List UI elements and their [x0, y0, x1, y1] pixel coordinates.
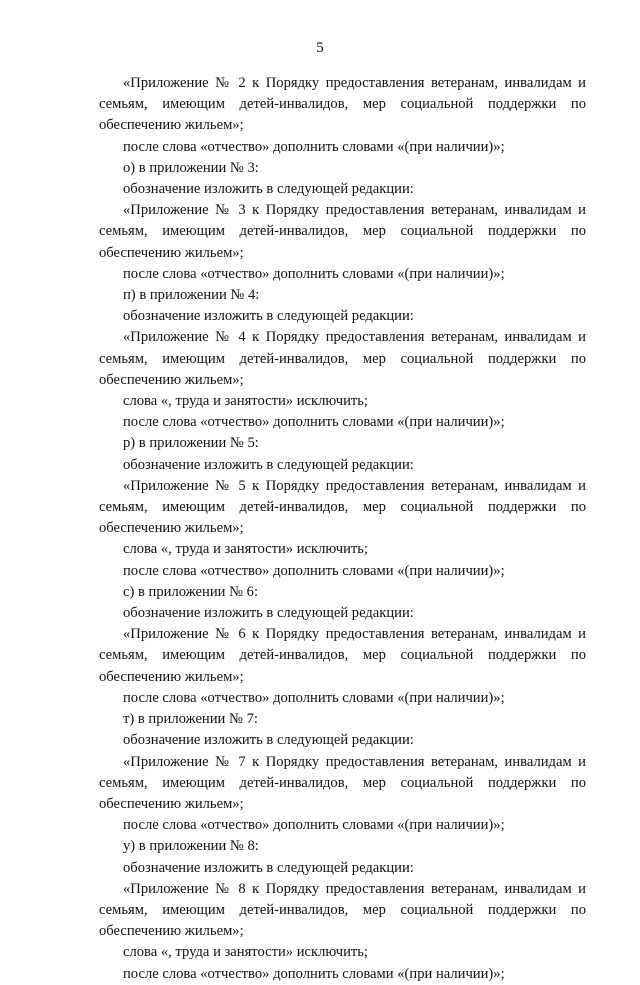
paragraph-patronymic-amendment: после слова «отчество» дополнить словами «(при наличии)»;	[123, 138, 505, 155]
paragraph-appendix-4-title: «Приложение № 4 к Порядку предоставления ветеранам, инвалидам и семьям, имеющим детей-инвалидов, мер социальной поддержки по обеспечению жильем»;	[99, 329, 586, 388]
paragraph-designation-instruction: обозначение изложить в следующей редакции:	[123, 859, 414, 876]
paragraph-appendix-5-title: «Приложение № 5 к Порядку предоставления ветеранам, инвалидам и семьям, имеющим детей-инвалидов, мер социальной поддержки по обеспечению жильем»;	[99, 477, 586, 537]
paragraph-words-exclusion: слова «, труда и занятости» исключить;	[123, 944, 368, 961]
paragraph-patronymic-amendment: после слова «отчество» дополнить словами «(при наличии)»;	[123, 414, 505, 431]
paragraph-item-s: с) в приложении № 6:	[123, 583, 259, 600]
paragraph-patronymic-amendment: после слова «отчество» дополнить словами «(при наличии)»;	[123, 562, 505, 579]
paragraph-item-o: о) в приложении № 3:	[123, 159, 259, 176]
paragraph-patronymic-amendment: после слова «отчество» дополнить словами «(при наличии)»;	[123, 817, 505, 834]
paragraph-appendix-2-title: «Приложение № 2 к Порядку предоставления ветеранам, инвалидам и семьям, имеющим детей-инвалидов, мер социальной поддержки по обеспечению жильем»;	[99, 75, 586, 134]
paragraph-appendix-3-title: «Приложение № 3 к Порядку предоставления ветеранам, инвалидам и семьям, имеющим детей-инвалидов, мер социальной поддержки по обеспечению жильем»;	[99, 202, 586, 261]
paragraph-patronymic-amendment: после слова «отчество» дополнить словами «(при наличии)»;	[123, 965, 505, 982]
paragraph-designation-instruction: обозначение изложить в следующей редакции:	[123, 181, 414, 198]
paragraph-item-p: п) в приложении № 4:	[123, 287, 260, 304]
document-body	[99, 73, 586, 985]
page-number: 5	[316, 40, 324, 56]
paragraph-appendix-7-title: «Приложение № 7 к Порядку предоставления ветеранам, инвалидам и семьям, имеющим детей-инвалидов, мер социальной поддержки по обеспечению жильем»;	[99, 753, 586, 812]
paragraph-patronymic-amendment: после слова «отчество» дополнить словами «(при наличии)»;	[123, 689, 505, 706]
paragraph-item-r: р) в приложении № 5:	[123, 435, 259, 452]
paragraph-appendix-6-title: «Приложение № 6 к Порядку предоставления ветеранам, инвалидам и семьям, имеющим детей-инвалидов, мер социальной поддержки по обеспечению жильем»;	[99, 626, 586, 685]
paragraph-words-exclusion: слова «, труда и занятости» исключить;	[123, 393, 368, 410]
paragraph-appendix-8-title: «Приложение № 8 к Порядку предоставления ветеранам, инвалидам и семьям, имеющим детей-инвалидов, мер социальной поддержки по обеспечению жильем»;	[99, 880, 586, 940]
paragraph-item-u: у) в приложении № 8:	[123, 838, 259, 855]
paragraph-designation-instruction: обозначение изложить в следующей редакции:	[123, 605, 414, 622]
paragraph-patronymic-amendment: после слова «отчество» дополнить словами «(при наличии)»;	[123, 265, 505, 282]
paragraph-words-exclusion: слова «, труда и занятости» исключить;	[123, 541, 368, 558]
paragraph-designation-instruction: обозначение изложить в следующей редакции:	[123, 732, 414, 749]
paragraph-designation-instruction: обозначение изложить в следующей редакции:	[123, 308, 414, 325]
paragraph-item-t: т) в приложении № 7:	[123, 711, 258, 728]
paragraph-designation-instruction: обозначение изложить в следующей редакции:	[123, 456, 414, 473]
